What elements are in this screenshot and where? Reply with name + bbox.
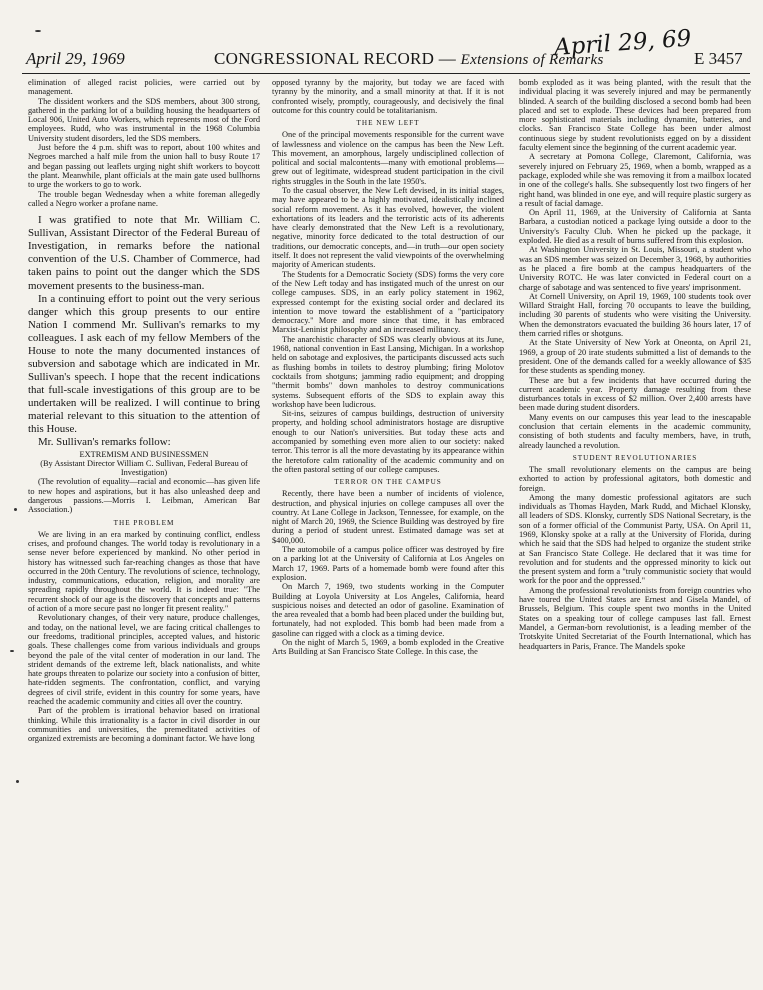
section-heading: STUDENT REVOLUTIONARIES (572, 453, 698, 462)
paragraph-continued: elimination of alleged racist policies, were carried out by management. (28, 78, 260, 97)
paragraph: At Washington University in St. Louis, Missouri, a student who was an SDS member was seized on December 3, 1968, by authorities as he placed a fire bomb at the campus headquarters of the University ROTC. He was later convicted in Federal court on a charge of sabotage and was sentenced to five years' imprisonment. (519, 245, 751, 292)
paragraph: Revolutionary changes, of their very nature, produce challenges, and today, on the national level, we are facing critical challenges to our freedoms, traditional principles, accepted values, and historic goals. These challenges come from various individuals and groups beyond the pale of the vital center of moderation in our land. The strident demands of the extreme left, black nationalists, and white hate groups threaten to polarize our society into a confusion of bitter, hate-ridden segments. The confrontation, conflict, and varying degrees of civil strife, evident in this country for some years, have reached the academic community and cities all over the country. (28, 613, 260, 707)
paragraph: The automobile of a campus police officer was destroyed by fire on a parking lot at the University of California at Los Angeles on March 17, 1969. Parts of a homemade bomb were found after this explosion. (272, 545, 504, 582)
scan-speck (10, 650, 14, 652)
paragraph: The small revolutionary elements on the campus are being exhorted to action by professional agitators, both domestic and foreign. (519, 464, 751, 493)
paragraph: Sit-ins, seizures of campus buildings, destruction of university property, and holding school administrators hostage are disruptive enough to our Nation's universities. But today these acts and accompanied by something even more alien to our society: naked terror. This terror is all the more devastating by its appearance within the heretofore calm rationality of the academic community and on the often pastoral setting of our college campuses. (272, 409, 504, 474)
paragraph: These are but a few incidents that have occurred during the current academic year. Property damage resulting from these disturbances totals in excess of $2 million. Over 2,400 arrests have been made during student disorders. (519, 375, 751, 413)
section-heading: THE NEW LEFT (356, 119, 420, 128)
paragraph: On March 7, 1969, two students working in the Computer Building at Loyola University at Los Angeles, California, heard suspicious noises and detected an odor of gasoline. Examination of the area revealed that a bomb had been placed under the building but, fortunately, had not exploded. This bomb had been made from a gasoline can rigged with a clock as a timing device. (272, 582, 504, 638)
handwritten-date: April 29, 69 (553, 25, 693, 61)
paragraph: At Cornell University, on April 19, 1969, 100 students took over Willard Straight Hall, forcing 70 occupants to leave the building, including 30 parents of students who were visiting the University. When the demonstrators evacuated the building 36 hours later, 17 of them carried rifles or shotguns. (519, 291, 751, 339)
header-page-number: E 3457 (694, 49, 743, 68)
paragraph: The trouble began Wednesday when a white foreman allegedly called a Negro worker a profane name. (28, 189, 260, 208)
paragraph: Recently, there have been a number of incidents of violence, destruction, and physical injuries on college campuses all over the country. At Lane College in Jackson, Tennessee, for example, on the night of March 20, 1969, the Science Building was destroyed by fire during a period of student unrest. Estimated damage was set at $400,000. (272, 489, 504, 545)
paragraph-continued: opposed tyranny by the majority, but today we are faced with tyranny by the minority, and a small minority at that. If it is not confronted wisely, promptly, courageously, and decisively the final outcome for this country could be totalitarianism. (272, 78, 504, 115)
column-right (519, 78, 751, 651)
section-heading: THE PROBLEM (113, 518, 175, 527)
paragraph: To the casual observer, the New Left devised, in its initial stages, may have appeared to be a highly motivated, idealistically inclined social reform movement. As it has evolved, however, the violent exhortations of its leaders and the terroristic acts of its adherents have clearly demonstrated that the New Left is a revolutionary, negative, minority force dedicated to the total destruction of our traditions, our democratic concepts, and—in truth—our open society itself. It does not represent the valid viewpoints of the overwhelming majority of American students. (272, 186, 504, 270)
centered-line: EXTREMISM AND BUSINESSMEN (79, 449, 209, 459)
header-title (214, 49, 604, 69)
scan-speck (14, 508, 17, 511)
paragraph: The dissident workers and the SDS members, about 300 strong, gathered in the parking lot of a building housing the headquarters of Local 906, United Auto Workers, which represents most of the Ford employees. Rudd, who was instrumental in the 1968 Columbia University student disorders, led the SDS members. (28, 96, 260, 143)
paragraph: A secretary at Pomona College, Claremont, California, was severely injured on February 25, 1969, when a bomb, wrapped as a package, exploded while she was removing it from a mailbox located in one of the college's halls. She subsequently lost two fingers of her right hand, was blinded in one eye, and will require plastic surgery as a result of facial damage. (519, 152, 751, 208)
centered-line: (By Assistant Director William C. Sullivan, Federal Bureau of Investigation) (40, 458, 248, 478)
paragraph-large: Mr. Sullivan's remarks follow: (38, 436, 171, 449)
paragraph: Many events on our campuses this year lead to the inescapable conclusion that certain elements in the academic community, consisting of both students and faculty members, have, in truth, already launched a revolution. (519, 412, 751, 450)
paragraph: Among the professional revolutionists from foreign countries who have toured the United States are Ernest and Gisela Mandel, of Brussels, Belgium. This couple spent two months in the United States on a speaking tour of college campuses last fall. Ernest Mandel, a German-born revolutionist, is a leading member of the Trotskyite United Secretariat of the Fourth International, which has headquarters in Paris, France. The Mandels spoke (519, 585, 751, 651)
header-title-extension: Extensions of Remarks (460, 52, 604, 68)
scan-speck (16, 780, 19, 783)
paragraph: On the night of March 5, 1969, a bomb exploded in the Creative Arts Building at San Francisco State College. In this case, the (272, 637, 504, 657)
column-left (28, 78, 260, 744)
paragraph: At the State University of New York at Oneonta, on April 21, 1969, a group of 20 irate students submitted a list of demands to the president. One of the demands called for a weekly allowance of $35 for these students as spending money. (519, 338, 751, 376)
scan-speck (35, 30, 41, 32)
paragraph: The Students for a Democratic Society (SDS) forms the very core of the New Left today and has instigated much of the unrest on our college campuses. SDS, in an early policy statement in 1962, expressed contempt for the existing social order and declared its intention to move toward the establishment of a "participatory democracy." More and more since that time, it has embraced Marxist-Leninist philosophy and an increased militancy. (272, 269, 504, 335)
paragraph: We are living in an era marked by continuing conflict, endless crises, and profound changes. The world today is revolutionary in a sense never before experienced by mankind. No other period in history has witnessed such far-reaching changes as those that have occurred in the 20th Century. The revolutions of science, technology, industry, communications, education, religion, and morality are spreading rapidly throughout the world. It is indeed true: "The recurrent shock of our age is the discovery that concepts and patterns of action of a more secure past no longer fit present reality." (28, 529, 260, 614)
paragraph: (The revolution of equality—racial and economic—has given life to new hopes and aspirations, but it has also unleashed deep and dangerous passions.—Morris I. Leibman, American Bar Association.) (28, 477, 260, 515)
paragraph-large: In a continuing effort to point out the very serious danger which this group presents to our entire Nation I commend Mr. Sullivan's remarks to my colleagues. I ask each of my fellow Members of the House to note the many documented instances of subversion and sabotage which are indicated in Mr. Sullivan's speech. I hope that the recent indications that full-scale investigations of this group are to be undertaken will be realized. I will continue to bring material relevant to this situation to the attention of this House. (28, 292, 260, 436)
paragraph: Just before the 4 p.m. shift was to report, about 100 whites and Negroes marched a half mile from the union hall to busy Route 17 and began passing out leaflets urging night shift workers to boycott the plant. Meanwhile, plant officials at the main gate used bullhorns to urge the workers to go to work. (28, 143, 260, 190)
paragraph: On April 11, 1969, at the University of California at Santa Barbara, a custodian noticed a package lying outside a door to the University's Faculty Club. When he picked up the package, it exploded. He died as a result of burns suffered from this explosion. (519, 208, 751, 246)
paragraph: The anarchistic character of SDS was clearly obvious at its June, 1968, national convention in East Lansing, Michigan. In a workshop held on sabotage and explosives, the participants discussed acts such as flushing bombs in toilets to destroy plumbing; firing Molotov cocktails from shotguns; jamming radio equipment; and dropping "thermit bombs" down manholes to destroy communications systems. Subsequent efforts of the SDS to explain away this workshop have been ludicrous. (272, 334, 504, 409)
column-middle (272, 78, 504, 657)
section-heading: TERROR ON THE CAMPUS (334, 478, 442, 487)
header-title-main: CONGRESSIONAL RECORD — (214, 49, 457, 68)
paragraph-large: I was gratified to note that Mr. William C. Sullivan, Assistant Director of the Federal Bureau of Investigation, in remarks before the national convention of the U.S. Chamber of Commerce, had taken pains to point out the danger which the SDS movement presents to the business-man. (28, 214, 260, 292)
paragraph: One of the principal movements responsible for the current wave of lawlessness and violence on the campus has been the New Left. This movement, an amorphous, largely undisciplined collection of political and social malcontents—many with emotional problems—grew out of legitimate, widespread student participation in the civil rights struggles in the South in the late 1950's. (272, 130, 504, 186)
page-header (22, 25, 750, 74)
header-date: April 29, 1969 (26, 49, 125, 68)
paragraph-continued: bomb exploded as it was being planted, with the result that the individual placing it was severely injured and may be permanently blinded. A search of the building disclosed a second bomb had been placed and set to explode. These devices had been prepared from more sophisticated materials including dynamite, batteries, and clocks. San Francisco State College has been under almost continuous siege by student revolutionists egged on by a dissident faculty element since the beginning of the current academic year. (519, 78, 751, 153)
paragraph: Among the many domestic professional agitators are such individuals as Thomas Hayden, Mark Rudd, and Michael Klonsky, all leaders of SDS. Klonsky, currently SDS National Secretary, is the son of a former official of the Communist Party, USA. On April 11, 1969, Klonsky spoke at a rally at the University of Florida, during which he said that the SDS had helped to organize the student strike at San Francisco State College. He declared that it was time for revolution and for students and the oppressed minority to kick out the present system and form a "truly communistic society that would work for the poor and the oppressed." (519, 492, 751, 586)
paragraph: Part of the problem is irrational behavior based on irrational thinking. While this irrationality is a factor in civil disorder in our communities and universities, the premeditated activities of organized extremists are becoming a dominant factor. We have long (28, 706, 260, 744)
